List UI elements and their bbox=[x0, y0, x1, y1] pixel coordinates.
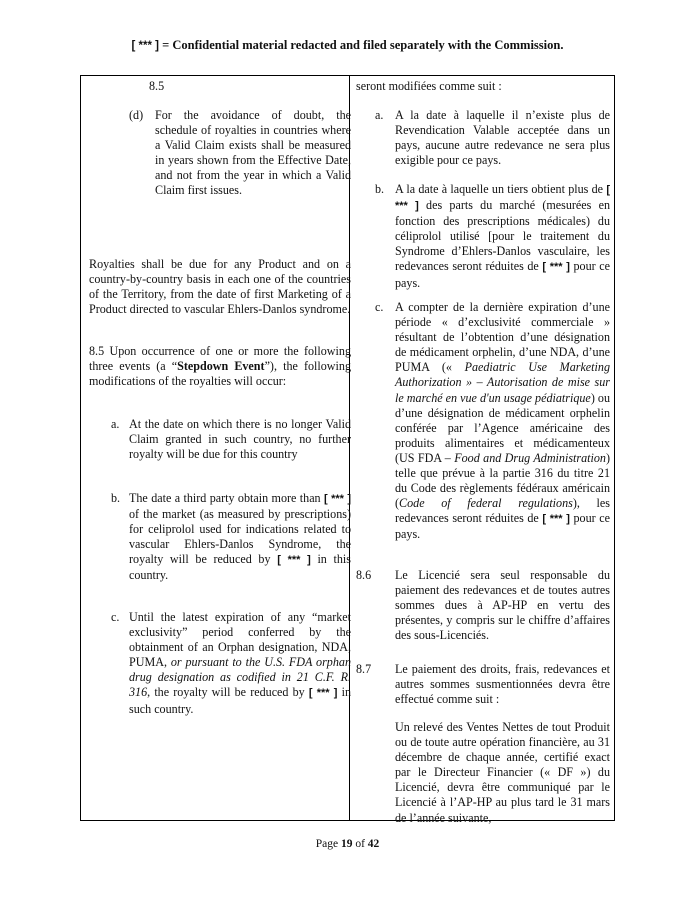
footer-page-word: Page bbox=[315, 838, 341, 850]
left-8-5-text-start: 8.5 Upon occurrence of one or more the following three events (a “ bbox=[89, 344, 351, 374]
page-number: 19 bbox=[340, 838, 353, 850]
left-item-b-label: b. bbox=[111, 491, 121, 505]
right-section-8-6-text: Le Licencié sera seul responsable du paiement des redevances et de toutes autres sommes dues à AP-HP en vertu des présentes, y compris sur le chiffre d’affaires des sous-Licenciés. bbox=[395, 568, 610, 643]
right-item-b-part2: des parts du marché (mesurées en fonction des prescriptions médicales) du céliprolol utilisé [pour le traitement du Syndrome d’Ehlers-Danlos vasculaire, les redevances seront réduites de bbox=[395, 198, 611, 274]
left-item-c-part2: , the royalty will be reduced by bbox=[147, 685, 309, 700]
left-section-label: 8.5 bbox=[149, 79, 165, 93]
stepdown-event-term: Stepdown Event bbox=[177, 359, 265, 374]
right-item-a-text: A la date à laquelle il n’existe plus de Revendication Valable acceptée dans un pays, aucune autre redevance ne sera plus exigible pour ce pays. bbox=[395, 108, 610, 168]
redaction-mark: [ *** ] bbox=[542, 261, 570, 274]
left-item-b-part2: of the market (as measured by prescriptions) for celiprolol used for indications related to vascular Ehlers-Danlos Syndrome, the royalty will be reduced by bbox=[129, 507, 351, 567]
right-intro-text: seront modifiées comme suit : bbox=[356, 79, 502, 93]
header-redaction-mark: [ *** ] bbox=[131, 40, 160, 52]
page-total: 42 bbox=[367, 838, 380, 850]
right-item-b-part3: pour ce pays. bbox=[395, 259, 611, 290]
right-item-c-italic3: Code of federal regulations bbox=[399, 496, 573, 511]
right-item-b-text bbox=[395, 182, 610, 291]
redaction-mark: [ *** ] bbox=[277, 554, 311, 567]
right-item-c-italic1: Paediatric Use Marketing Authorization » – Autorisation de mise sur le marché en vue d'un usage pédiatrique bbox=[395, 360, 610, 405]
right-section-8-7-text: Le paiement des droits, frais, redevances et autres sommes susmentionnées devra être effectué comme suit : bbox=[395, 662, 610, 707]
right-item-b-label: b. bbox=[375, 182, 385, 196]
left-item-b-part3: in this country. bbox=[129, 552, 352, 583]
left-section-8-5-paragraph bbox=[89, 344, 351, 389]
left-item-b-part1: The date a third party obtain more than bbox=[129, 491, 324, 505]
left-item-d-label: (d) bbox=[129, 108, 144, 122]
left-item-a-label: a. bbox=[111, 417, 120, 431]
right-item-b-part1: A la date à laquelle un tiers obtient plus de bbox=[395, 182, 607, 196]
redaction-mark: [ *** ] bbox=[308, 687, 338, 700]
right-item-c-part3: ) telle que prévue à la partie 316 du titre 21 du Code des règlements fédéraux américain ( bbox=[395, 450, 610, 511]
right-item-a-label: a. bbox=[375, 108, 384, 122]
right-item-c-italic2: Food and Drug Administration bbox=[454, 450, 606, 465]
redaction-mark: [ *** ] bbox=[324, 493, 352, 505]
left-item-c-text bbox=[129, 610, 351, 717]
right-section-8-7-label: 8.7 bbox=[356, 662, 372, 676]
left-item-c-label: c. bbox=[111, 610, 120, 624]
confidentiality-header bbox=[0, 38, 695, 53]
right-item-c-part4: ), les redevances seront réduites de bbox=[395, 496, 610, 526]
left-item-c-italic: or pursuant to the U.S. FDA orphan drug designation as codified in 21 C.F. R. 316 bbox=[129, 655, 351, 700]
left-8-5-text-end: ”), the following modifications of the royalties will occur: bbox=[89, 359, 351, 389]
page-footer bbox=[0, 838, 695, 850]
left-item-c-part3: in such country. bbox=[129, 685, 352, 716]
right-item-c-text bbox=[395, 300, 610, 543]
right-item-c-part2: ) ou d’une désignation de médicament orphelin conférée par l’Agence américaine des produits alimentaires et médicamenteux (US FDA – bbox=[395, 390, 610, 465]
redaction-mark: [ *** ] bbox=[395, 184, 610, 213]
header-notice: = Confidential material redacted and filed separately with the Commission. bbox=[159, 38, 564, 52]
left-item-b-text bbox=[129, 491, 351, 584]
left-royalties-paragraph: Royalties shall be due for any Product and on a country-by-country basis in each one of the countries of the Territory, from the date of first Marketing of a Product directed to vascular Ehlers-Danlos syndrome. bbox=[89, 257, 351, 317]
right-section-8-7-paragraph: Un relevé des Ventes Nettes de tout Produit ou de toute autre opération financière, au 31 décembre de chaque année, certifié exact par le Directeur Financier (« DF ») du Licencié, devra être communiqué par le Licencié à l’AP-HP au plus tard le 31 mars de l’année suivante, bbox=[395, 720, 610, 825]
bilingual-table bbox=[80, 75, 615, 825]
left-item-c-part1: Until the latest expiration of any “market exclusivity” period conferred by the obtainment of an Orphan designation, NDA, PUMA, bbox=[129, 610, 351, 670]
left-item-d-text: For the avoidance of doubt, the schedule of royalties in countries where a Valid Claim exists shall be measured in years shown from the Effective Date, and not from the year in which a Valid Claim first issues. bbox=[155, 108, 351, 198]
footer-of-word: of bbox=[352, 838, 368, 850]
right-section-8-6-label: 8.6 bbox=[356, 568, 372, 582]
right-item-c-label: c. bbox=[375, 300, 384, 314]
right-item-c-part5: pour ce pays. bbox=[395, 511, 611, 542]
redaction-mark: [ *** ] bbox=[542, 513, 570, 526]
left-item-a-text: At the date on which there is no longer Valid Claim granted in such country, no further royalty will be due for this country bbox=[129, 417, 351, 462]
right-item-c-part1: A compter de la dernière expiration d’une période « d’exclusivité commerciale » résultant de l’obtention d’une désignation de médicament orphelin, d’une NDA, d’une PUMA (« bbox=[395, 300, 610, 375]
